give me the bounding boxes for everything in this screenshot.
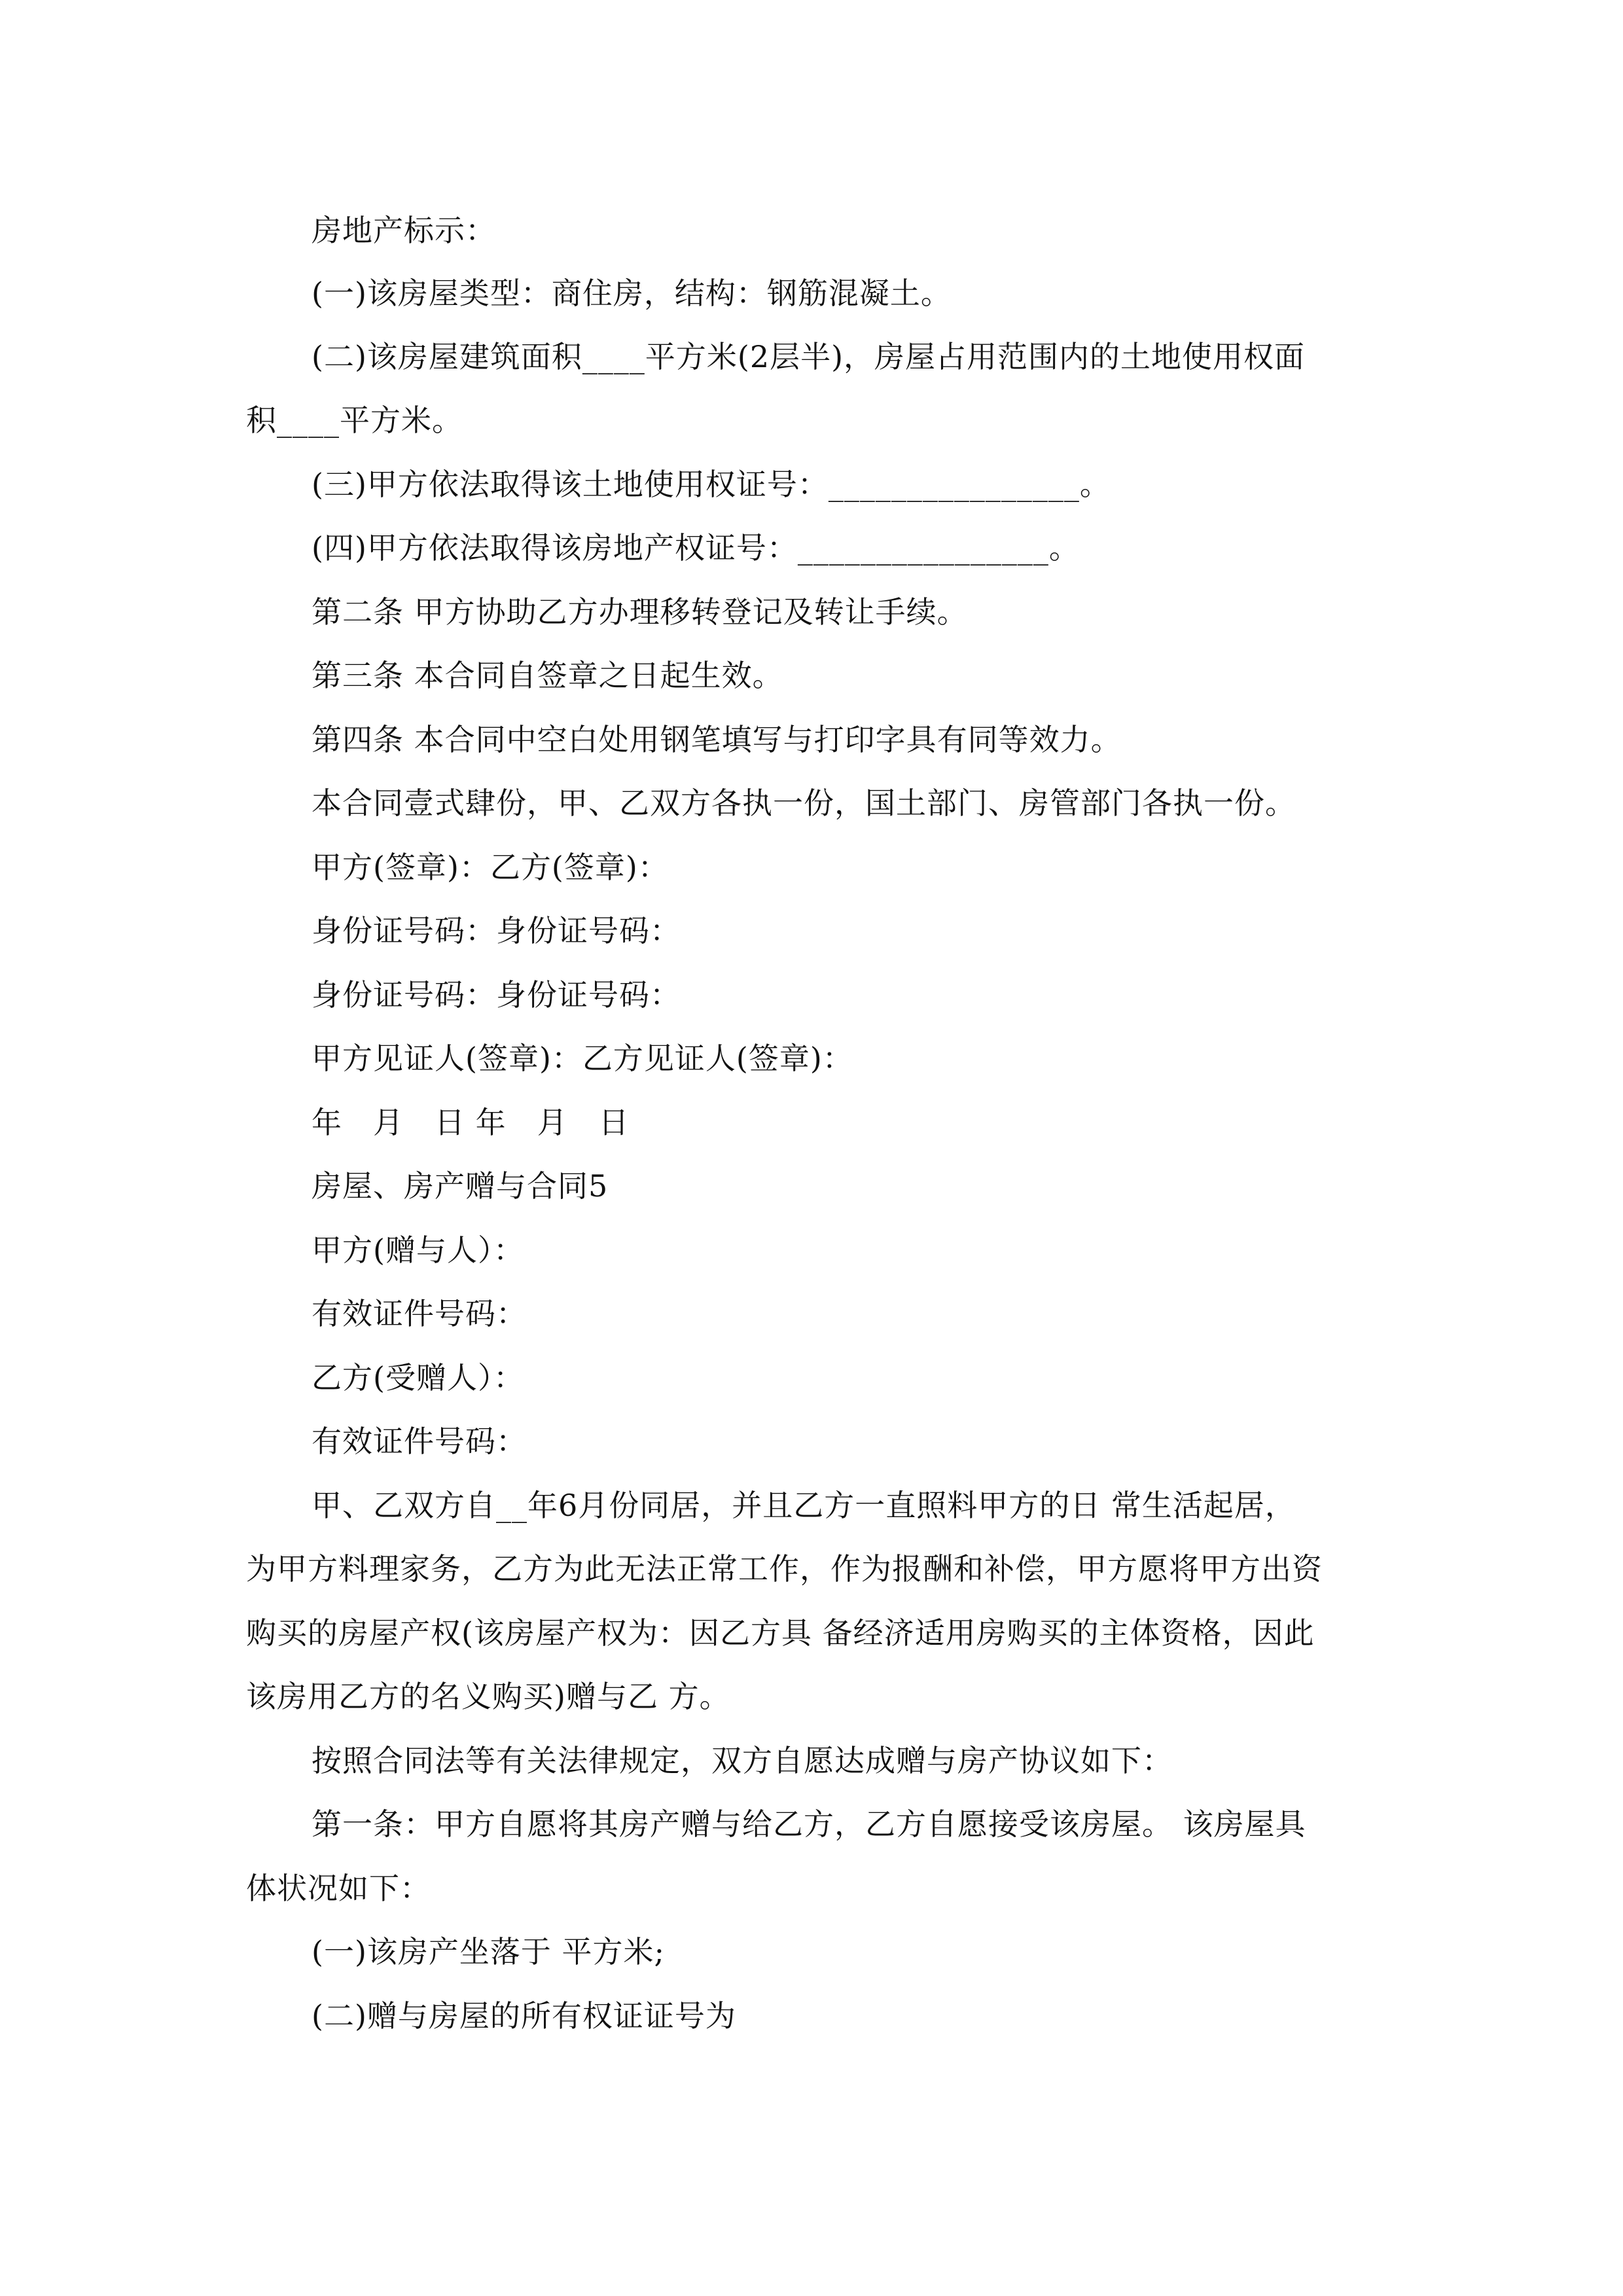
clause-one-line-2: 体状况如下： bbox=[246, 1871, 431, 1906]
witness-signature-line: 甲方见证人(签章)：乙方见证人(签章)： bbox=[312, 1041, 853, 1076]
text-line-land-cert: (三)甲方依法取得该土地使用权证号：________________。 bbox=[312, 467, 1111, 502]
text-line-property-cert: (四)甲方依法取得该房地产权证号：________________。 bbox=[312, 530, 1080, 565]
section-heading-property: 房地产标示： bbox=[312, 213, 496, 248]
clause-one-line-1: 第一条：甲方自愿将其房产赠与给乙方，乙方自愿接受该房屋。 该房屋具 bbox=[312, 1806, 1306, 1842]
clause-three: 第三条 本合同自签章之日起生效。 bbox=[312, 658, 783, 693]
copies-statement: 本合同壹式肆份，甲、乙双方各执一份，国土部门、房管部门各执一份。 bbox=[312, 785, 1296, 821]
id-number-line-1: 身份证号码：身份证号码： bbox=[312, 913, 681, 948]
date-line: 年 月 日 年 月 日 bbox=[312, 1105, 630, 1140]
ownership-cert-number: (二)赠与房屋的所有权证证号为 bbox=[312, 1998, 736, 2034]
signature-line: 甲方(签章)：乙方(签章)： bbox=[312, 850, 669, 885]
party-b-donee: 乙方(受赠人）： bbox=[312, 1360, 524, 1395]
body-paragraph-line-3: 购买的房屋产权(该房屋产权为：因乙方具 备经济适用房购买的主体资格，因此 bbox=[246, 1615, 1315, 1651]
id-number-line-2: 身份证号码：身份证号码： bbox=[312, 977, 681, 1013]
text-line-building-area-cont: 积____平方米。 bbox=[246, 403, 463, 438]
clause-four: 第四条 本合同中空白处用钢笔填写与打印字具有同等效力。 bbox=[312, 722, 1122, 757]
text-line-building-area: (二)该房屋建筑面积____平方米(2层半)，房屋占用范围内的土地使用权面 bbox=[312, 339, 1306, 374]
text-line-house-type: (一)该房屋类型：商住房，结构：钢筋混凝土。 bbox=[312, 276, 952, 311]
party-b-id: 有效证件号码： bbox=[312, 1424, 527, 1459]
clause-two: 第二条 甲方协助乙方办理移转登记及转让手续。 bbox=[312, 594, 968, 630]
contract-title: 房屋、房产赠与合同5 bbox=[312, 1168, 609, 1204]
agreement-intro: 按照合同法等有关法律规定，双方自愿达成赠与房产协议如下： bbox=[312, 1743, 1173, 1778]
party-a-id: 有效证件号码： bbox=[312, 1296, 527, 1331]
body-paragraph-line-4: 该房用乙方的名义购买)赠与乙 方。 bbox=[246, 1679, 730, 1714]
body-paragraph-line-2: 为甲方料理家务，乙方为此无法正常工作，作为报酬和补偿，甲方愿将甲方出资 bbox=[246, 1551, 1323, 1587]
body-paragraph-line-1: 甲、乙双方自__年6月份同居，并且乙方一直照料甲方的日 常生活起居， bbox=[312, 1488, 1296, 1523]
party-a-donor: 甲方(赠与人）： bbox=[312, 1232, 524, 1268]
property-location: (一)该房产坐落于 平方米; bbox=[312, 1934, 666, 1969]
